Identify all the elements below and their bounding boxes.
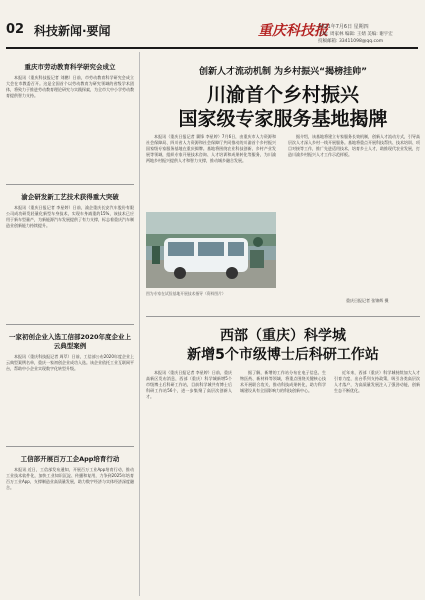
left-article-4[interactable] — [6, 454, 134, 491]
section-title: 科技新闻·要闻 — [34, 24, 111, 38]
lead-body-right: 据介绍，该基地将建立专家服务长效机制，创新人才流动方式，引导高层次人才深入乡村一线开展服务。基地将重点开展科技帮扶、技术培训、项目对接等工作，推广先进适用技术，培育乡土人才，助推现代农业发展，打造川渝乡村振兴人才工作示范样板。 — [288, 134, 420, 157]
second-body-col2: 据了解，新增的工作站分布在电子信息、生物医药、新材料等领域，将重点围绕关键核心技术开展联合攻关，推动科技成果转化，助力科学城建设具有全国影响力的科技创新中心。 — [240, 370, 326, 393]
page-header — [0, 0, 425, 48]
page-number: 02 — [6, 22, 25, 37]
left-article-2[interactable] — [6, 192, 134, 229]
left-column — [6, 52, 134, 596]
contact-email: 投稿邮箱: 33411098@qq.com — [318, 39, 384, 44]
article-divider — [6, 184, 134, 185]
lead-headline-line2: 国家级专家服务基地揭牌 — [178, 108, 388, 130]
lead-headline-line1: 川渝首个乡村振兴 — [206, 84, 359, 106]
article-title: 一家初创企业入选工信部2020年度企业上云典型案例 — [8, 333, 132, 350]
article-body: 本报讯（重庆日报记者 李星婷）日前，渝企重庆长安汽车股份有限公司成功研发轻量化新型车身技术，实现车身减重约15%，该技术已应用于新车型量产，为新能源汽车发展提供了有力支撑，标志着重庆汽车制造业创新能力持续提升。 — [6, 205, 134, 228]
article-body: 本报讯 近日，工信部发布通知，开展百万工业App培育行动，推动工业技术软件化，加快工业知识沉淀、传播和复用，力争到2025年培育百万工业App，支撑制造业高质量发展，助力数字经济与实体经济深度融合。 — [6, 467, 134, 490]
second-body-col3: 近年来，西部（重庆）科学城持续加大人才引育力度，出台系列支持政策，吸引各类高层次人才落户，为高质量发展注入了强劲动能，创新生态不断优化。 — [334, 370, 420, 393]
section-divider — [146, 316, 420, 317]
article-divider — [6, 324, 134, 325]
article-title: 重庆市劳动教育科学研究会成立 — [24, 63, 116, 71]
second-body-col1: 本报讯（重庆日报记者 李星婷）日前，重庆高新区发布消息，西部（重庆）科学城新增5个市级博士后科研工作站，目前科学城共有博士后科研工作站56个，进一步集聚了高层次创新人才。 — [146, 370, 232, 399]
article-title: 工信部开展百万工企App培育行动 — [20, 455, 120, 463]
left-article-1[interactable] — [6, 62, 134, 99]
article-divider — [6, 446, 134, 447]
article-body: 本报讯（重庆科技报记者 刘鹏）日前，市劳动教育科学研究会成立大会在市教委召开。这是全国首个以劳动教育为研究领域的省级学术团体，将致力于推进劳动教育理论研究与实践探索，为全市大中小学劳动教育提供智力支持。 — [6, 75, 134, 98]
lead-photo — [146, 212, 276, 288]
photo-credit: 重庆日报记者 张锦辉 摄 — [346, 298, 389, 303]
article-body: 本报讯（重庆科技报记者 周萃）日前，工信部公布2020年度企业上云典型案例名单，重庆一家初创企业成功入选。该企业依托工业互联网平台，帮助中小企业实现数字化转型升级。 — [6, 354, 134, 371]
article-title: 渝企研发新工艺技术获得重大突破 — [21, 193, 119, 201]
left-article-3[interactable] — [6, 332, 134, 372]
issue-date: 2021年7月6日 星期四 — [318, 24, 369, 30]
photo-caption: 图为专家在试验基地开展技术指导（资料图片） — [146, 291, 226, 296]
lead-body-left: 本报讯（重庆日报记者 冀锋 李星婷）7月6日，由重庆市人力资源和社会保障局、四川省人力资源和社会保障厅共同推动的川渝首个乡村振兴国家级专家服务基地在重庆揭牌。基地将围绕农业科技创新、乡村产业发展等领域，组织专家开展技术咨询、人才培训和成果转化等服务，为川渝两地乡村振兴提供人才和智力支撑，推动城乡融合发展。 — [146, 134, 276, 163]
second-headline-line1[interactable]: 西部（重庆）科学城 — [220, 328, 346, 344]
editor-credits: 主编: 周家林 编辑: 王婧 美编: 谢宇宏 — [318, 32, 393, 37]
column-divider — [139, 52, 140, 596]
vehicle-photo-icon — [146, 212, 276, 288]
paper-name: 重庆科技报 — [258, 23, 328, 39]
lead-kicker: 创新人才流动机制 为乡村振兴“揭榜挂帅” — [199, 67, 367, 77]
second-headline-line2[interactable]: 新增5个市级博士后科研工作站 — [187, 347, 379, 363]
header-rule — [6, 47, 418, 49]
